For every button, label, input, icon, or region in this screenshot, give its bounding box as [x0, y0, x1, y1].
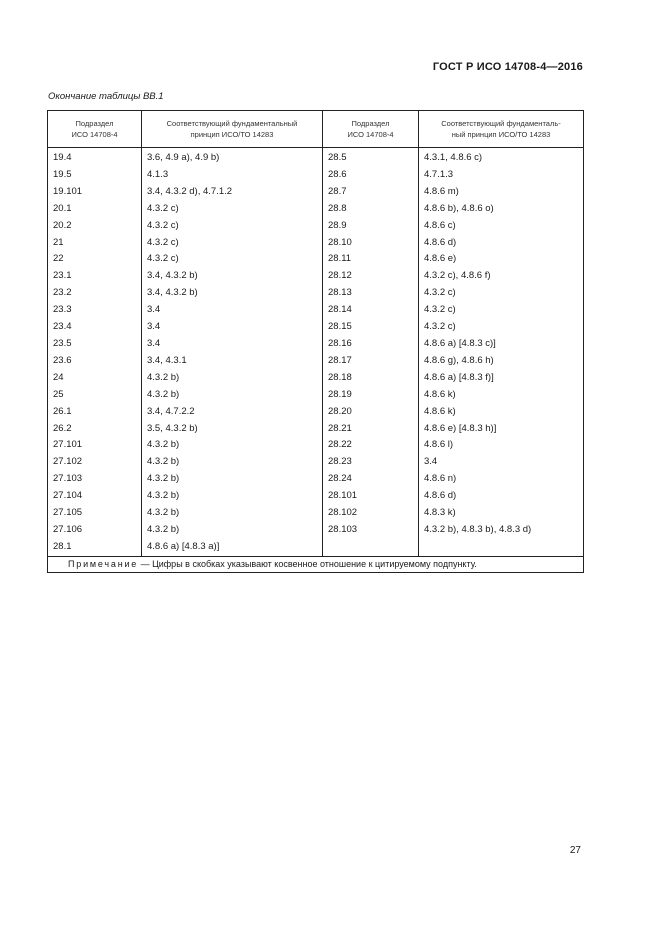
- cell-subsection-left: 28.1: [48, 539, 142, 556]
- page-number: 27: [569, 845, 581, 856]
- cell-subsection-right: [323, 539, 419, 556]
- cell-principle-right: 4.8.6 n): [419, 471, 584, 488]
- cell-principle-left: 4.3.2 c): [142, 251, 323, 268]
- table-row: [48, 522, 584, 539]
- cell-subsection-left: 27.101: [48, 437, 142, 454]
- table-row: [48, 539, 584, 556]
- cell-principle-right: 4.8.6 m): [419, 184, 584, 201]
- cell-subsection-left: 27.102: [48, 454, 142, 471]
- table-row: [48, 505, 584, 522]
- table-row: [48, 319, 584, 336]
- cell-subsection-left: 26.2: [48, 421, 142, 438]
- cell-subsection-right: 28.103: [323, 522, 419, 539]
- cell-subsection-left: 23.1: [48, 268, 142, 285]
- cell-subsection-right: 28.5: [323, 148, 419, 167]
- table-header-row: [48, 111, 584, 148]
- table-row: [48, 201, 584, 218]
- table-note: [48, 556, 584, 572]
- cell-subsection-right: 28.23: [323, 454, 419, 471]
- cell-principle-right: 4.8.3 k): [419, 505, 584, 522]
- table-row: [48, 218, 584, 235]
- cell-principle-right: 4.3.1, 4.8.6 c): [419, 148, 584, 167]
- table-row: [48, 268, 584, 285]
- cell-principle-right: 4.8.6 e) [4.8.3 h)]: [419, 421, 584, 438]
- cell-subsection-right: 28.20: [323, 404, 419, 421]
- cell-principle-left: 3.4, 4.3.2 d), 4.7.1.2: [142, 184, 323, 201]
- table-row: [48, 336, 584, 353]
- cell-principle-right: 4.7.1.3: [419, 167, 584, 184]
- cell-principle-left: 4.3.2 b): [142, 454, 323, 471]
- cell-principle-left: 4.3.2 b): [142, 370, 323, 387]
- table-row: [48, 353, 584, 370]
- cell-principle-left: 3.4, 4.3.1: [142, 353, 323, 370]
- table-row: [48, 235, 584, 252]
- cell-principle-right: 3.4: [419, 454, 584, 471]
- cell-principle-left: 3.5, 4.3.2 b): [142, 421, 323, 438]
- cell-subsection-left: 23.4: [48, 319, 142, 336]
- table-row: [48, 167, 584, 184]
- cell-principle-left: 4.1.3: [142, 167, 323, 184]
- cell-principle-left: 4.3.2 b): [142, 522, 323, 539]
- cell-principle-right: 4.8.6 d): [419, 488, 584, 505]
- cell-subsection-right: 28.21: [323, 421, 419, 438]
- table-row: [48, 370, 584, 387]
- cell-principle-right: 4.3.2 c): [419, 302, 584, 319]
- cell-subsection-right: 28.12: [323, 268, 419, 285]
- cell-principle-left: 3.6, 4.9 a), 4.9 b): [142, 148, 323, 167]
- table-row: [48, 184, 584, 201]
- cell-principle-right: 4.8.6 k): [419, 387, 584, 404]
- cell-subsection-right: 28.9: [323, 218, 419, 235]
- cell-subsection-right: 28.15: [323, 319, 419, 336]
- cell-subsection-right: 28.18: [323, 370, 419, 387]
- table-row: [48, 421, 584, 438]
- cell-principle-left: 4.3.2 c): [142, 201, 323, 218]
- cell-subsection-left: 24: [48, 370, 142, 387]
- cell-subsection-left: 26.1: [48, 404, 142, 421]
- cell-subsection-left: 27.103: [48, 471, 142, 488]
- cell-subsection-right: 28.24: [323, 471, 419, 488]
- cell-principle-right: 4.3.2 c): [419, 319, 584, 336]
- cell-subsection-left: 19.4: [48, 148, 142, 167]
- table-row: [48, 387, 584, 404]
- table-row: [48, 148, 584, 167]
- header-principle-2: Соответствующий фундаменталь- ный принцип ИСО/ТО 14283: [419, 111, 584, 148]
- cell-principle-right: 4.3.2 c): [419, 285, 584, 302]
- cell-principle-right: 4.8.6 a) [4.8.3 f)]: [419, 370, 584, 387]
- cell-subsection-left: 25: [48, 387, 142, 404]
- cell-subsection-left: 20.1: [48, 201, 142, 218]
- cell-principle-left: 3.4: [142, 336, 323, 353]
- table-body: [48, 148, 584, 557]
- cell-subsection-left: 22: [48, 251, 142, 268]
- cell-subsection-right: 28.10: [323, 235, 419, 252]
- cell-principle-left: 4.3.2 b): [142, 471, 323, 488]
- cell-principle-right: 4.8.6 a) [4.8.3 c)]: [419, 336, 584, 353]
- header-subsection-1: Подраздел ИСО 14708-4: [48, 111, 142, 148]
- cell-principle-left: 3.4: [142, 302, 323, 319]
- cell-subsection-left: 23.5: [48, 336, 142, 353]
- cell-subsection-right: 28.7: [323, 184, 419, 201]
- table-row: [48, 471, 584, 488]
- cell-principle-left: 4.3.2 c): [142, 218, 323, 235]
- cell-subsection-right: 28.19: [323, 387, 419, 404]
- cell-subsection-left: 23.3: [48, 302, 142, 319]
- table-row: [48, 454, 584, 471]
- cell-subsection-left: 23.6: [48, 353, 142, 370]
- cell-subsection-left: 19.5: [48, 167, 142, 184]
- cell-principle-right: 4.8.6 e): [419, 251, 584, 268]
- cell-subsection-left: 27.104: [48, 488, 142, 505]
- cell-subsection-right: 28.16: [323, 336, 419, 353]
- note-text: — Цифры в скобках указывают косвенное отношение к цитируемому подпункту.: [138, 559, 477, 570]
- cell-principle-left: 4.3.2 c): [142, 235, 323, 252]
- cell-subsection-left: 27.106: [48, 522, 142, 539]
- cell-principle-right: 4.8.6 d): [419, 235, 584, 252]
- note-label: Примечание: [68, 559, 139, 570]
- cell-subsection-right: 28.6: [323, 167, 419, 184]
- document-id: ГОСТ Р ИСО 14708-4—2016: [432, 61, 583, 73]
- cell-subsection-right: 28.102: [323, 505, 419, 522]
- cell-principle-right: [419, 539, 584, 556]
- cell-principle-right: 4.8.6 k): [419, 404, 584, 421]
- cell-principle-left: 3.4, 4.3.2 b): [142, 268, 323, 285]
- cell-principle-left: 3.4, 4.7.2.2: [142, 404, 323, 421]
- cell-principle-left: 3.4: [142, 319, 323, 336]
- table-row: [48, 302, 584, 319]
- header-principle-1: Соответствующий фундаментальный принцип ИСО/ТО 14283: [142, 111, 323, 148]
- cell-subsection-left: 23.2: [48, 285, 142, 302]
- table-row: [48, 285, 584, 302]
- cell-subsection-left: 19.101: [48, 184, 142, 201]
- cell-subsection-right: 28.13: [323, 285, 419, 302]
- cell-principle-right: 4.3.2 b), 4.8.3 b), 4.8.3 d): [419, 522, 584, 539]
- table-row: [48, 404, 584, 421]
- cell-principle-left: 4.3.2 b): [142, 437, 323, 454]
- correspondence-table: [47, 110, 584, 573]
- cell-principle-left: 4.3.2 b): [142, 387, 323, 404]
- table-row: [48, 437, 584, 454]
- cell-principle-left: 4.3.2 b): [142, 488, 323, 505]
- cell-subsection-right: 28.14: [323, 302, 419, 319]
- cell-subsection-left: 20.2: [48, 218, 142, 235]
- table-row: [48, 251, 584, 268]
- cell-principle-left: 3.4, 4.3.2 b): [142, 285, 323, 302]
- cell-principle-right: 4.8.6 g), 4.8.6 h): [419, 353, 584, 370]
- cell-subsection-right: 28.11: [323, 251, 419, 268]
- cell-principle-left: 4.3.2 b): [142, 505, 323, 522]
- cell-principle-right: 4.8.6 l): [419, 437, 584, 454]
- header-subsection-2: Подраздел ИСО 14708-4: [323, 111, 419, 148]
- cell-subsection-right: 28.8: [323, 201, 419, 218]
- cell-subsection-left: 27.105: [48, 505, 142, 522]
- cell-subsection-left: 21: [48, 235, 142, 252]
- cell-principle-right: 4.3.2 c), 4.8.6 f): [419, 268, 584, 285]
- cell-subsection-right: 28.101: [323, 488, 419, 505]
- cell-principle-right: 4.8.6 b), 4.8.6 o): [419, 201, 584, 218]
- cell-principle-left: 4.8.6 a) [4.8.3 a)]: [142, 539, 323, 556]
- table-caption: Окончание таблицы ВВ.1: [48, 91, 164, 102]
- cell-principle-right: 4.8.6 c): [419, 218, 584, 235]
- cell-subsection-right: 28.22: [323, 437, 419, 454]
- table-note-row: [48, 556, 584, 572]
- table-row: [48, 488, 584, 505]
- cell-subsection-right: 28.17: [323, 353, 419, 370]
